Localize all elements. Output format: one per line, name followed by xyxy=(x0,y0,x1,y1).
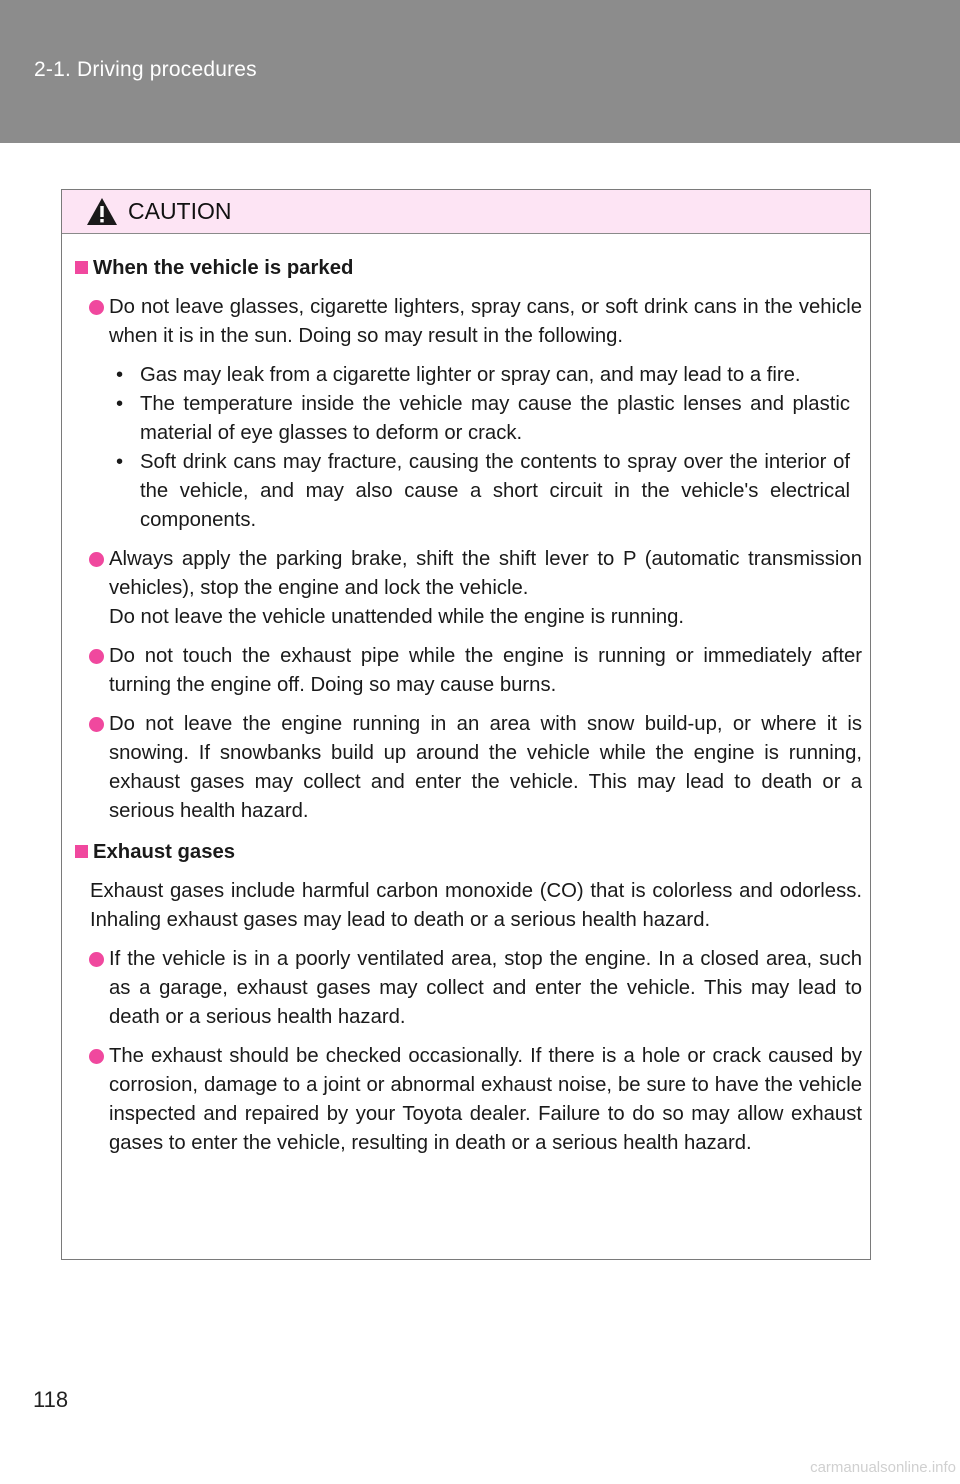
bullet-parking-brake-line1: Always apply the parking brake, shift the shift lever to P (automatic transmission vehicles), stop the engine and lock the vehicle. xyxy=(109,548,862,599)
bullet-ventilated: If the vehicle is in a poorly ventilated area, stop the engine. In a closed area, such as a garage, exhaust gases may collect and enter the vehicle. This may lead to death or a serious health hazard. xyxy=(74,945,862,1032)
sub-item-cans: • Soft drink cans may fracture, causing the contents to spray over the interior of the vehicle, and may also cause a short circuit in the vehicle's electrical components. xyxy=(109,448,862,535)
sub-item-temperature: • The temperature inside the vehicle may cause the plastic lenses and plastic material of eye glasses to deform or crack. xyxy=(109,390,862,448)
bullet-snow: Do not leave the engine running in an area with snow build-up, or where it is snowing. If snowbanks build up around the vehicle while the engine is running, exhaust gases may collect and enter the vehicle. This may lead to death or a serious health hazard. xyxy=(74,710,862,826)
heading-exhaust: Exhaust gases xyxy=(74,838,862,867)
page-number: 118 xyxy=(33,1387,69,1412)
sub-list xyxy=(74,361,862,535)
page-header xyxy=(0,0,960,143)
heading-parked: When the vehicle is parked xyxy=(74,254,862,283)
bullet-parking-brake xyxy=(74,545,862,632)
section-title: 2-1. Driving procedures xyxy=(34,58,257,81)
exhaust-intro: Exhaust gases include harmful carbon monoxide (CO) that is colorless and odorless. Inhaling exhaust gases may lead to death or a serious health hazard. xyxy=(90,880,862,931)
warning-triangle-icon xyxy=(86,197,118,226)
caution-title-bar xyxy=(62,190,870,234)
caution-title: CAUTION xyxy=(128,198,232,224)
bullet-glasses: Do not leave glasses, cigarette lighters, spray cans, or soft drink cans in the vehicle when it is in the sun. Doing so may result in the following. xyxy=(74,293,862,351)
caution-content xyxy=(74,246,862,1158)
watermark: carmanualsonline.info xyxy=(810,1459,956,1476)
sub-item-gas: • Gas may leak from a cigarette lighter or spray can, and may lead to a fire. xyxy=(109,361,862,390)
bullet-exhaust-check: The exhaust should be checked occasionally. If there is a hole or crack caused by corrosion, damage to a joint or abnormal exhaust noise, be sure to have the vehicle inspected and repaired by your Toyota dealer. Failure to do so may allow exhaust gases to enter the vehicle, resulting in death or a serious health hazard. xyxy=(74,1042,862,1158)
caution-box xyxy=(61,189,871,1260)
bullet-exhaust-pipe: Do not touch the exhaust pipe while the engine is running or immediately after turning the engine off. Doing so may cause burns. xyxy=(74,642,862,700)
bullet-parking-brake-line2: Do not leave the vehicle unattended while the engine is running. xyxy=(109,606,685,628)
